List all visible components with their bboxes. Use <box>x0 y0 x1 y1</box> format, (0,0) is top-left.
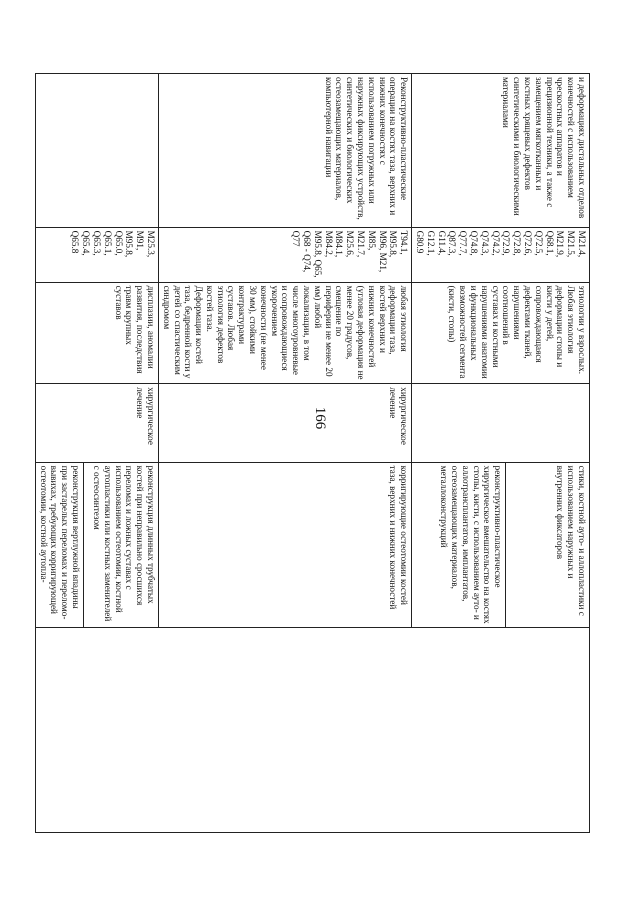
row3-codes: M25.3, M91, M95.8, Q65.0, Q65.1, Q65.3, Q65.4, Q65.8 <box>35 227 158 282</box>
procedures-table <box>35 73 590 833</box>
row3-method-2: реконструкция вертлужной впадины при застарелых переломах и переломо-вывихах, требующих корригирующей остеотомии, костной аутопла- <box>35 462 83 628</box>
row2-diagnosis: любая этиология деформации таза, костей верхних и нижних конечностей (угловая деформация не менее 20 градусов, смещение по периферии не менее 20 мм) любой локализации, в том числе многоуровневые и сопровождающиеся укорочением конечности (не менее 30 мм), стойкими контрактурами суставов. Любая этиология дефектов костей таза. Деформации костей таза, бедренной кости у детей со спастическим синдромом <box>158 282 411 384</box>
row3-diagnosis: дисплазии, аномалии развития, последствия травм крупных суставов <box>35 282 158 384</box>
row2-treatment: хирургическое лечение <box>158 384 411 462</box>
row2-codes: T94.1, M95.8, M96, M21, M85, M21.7, M25.6, M84.1, M84.2, M95.8, Q65, Q68 - Q74, Q77 <box>158 227 411 282</box>
rotated-page-content <box>38 73 590 833</box>
row2-description: Реконструктивно-пластические операции на костях таза, верхних и нижних конечностях с использованием погружных или наружных фиксирующих устройств, синтетических и биологических остеозамещающих материалов, компьютерной навигации <box>158 74 411 228</box>
row3-treatment: хирургическое лечение <box>35 384 158 462</box>
empty-right-column <box>35 628 589 833</box>
row1-diagnosis: этиологии у взрослых. Любая этиология деформации стопы и кисти у детей, сопровождающаяся дефектами тканей, нарушениями соотношений в суставах и костными нарушениями анатомии и функциональных возможностей сегмента (кисти, стопы) <box>412 282 590 384</box>
row1-codes: M21.4, M21.5, M21.9, Q68.1, Q72.5, Q72.6, Q72.8, Q72.9, Q74.2, Q74.3, Q74.8, Q77.7, Q87.3, G11.4, G12.1, G80.9 <box>412 227 590 282</box>
page-number: 166 <box>312 406 328 430</box>
row1-treatment <box>412 384 590 462</box>
table-row <box>506 74 590 833</box>
row1-description: и деформациях дистальных отделов конечностей с использованием чрескостных аппаратов и прецизионной техники, а также с замещением мягкотканных и костных хрящевых дефектов синтетическими и биологическими материалами <box>412 74 590 228</box>
row1-method-1: стики, костной ауто- и аллопластики с использованием наружных и внутренних фиксаторов <box>506 462 590 628</box>
row3-description <box>35 74 158 228</box>
landscape-frame <box>38 73 590 833</box>
row3-method-1: реконструкция длинных трубчатых костей при неправильно сросшихся переломах и ложных суставах с использованием остеотомии, костной аутопластики или костных заменителей с остеосинтезом <box>83 462 158 628</box>
row2-method-1: корригирующие остеотомии костей таза, верхних и нижних конечностей <box>158 462 411 628</box>
row1-method-2: реконструктивно-пластическое хирургическое вмешательство на костях стопы, кисти, с использованием ауто- и аллотрансплантатов, имплантатов, остеозамещающих материалов, металлоконструкций <box>412 462 506 628</box>
